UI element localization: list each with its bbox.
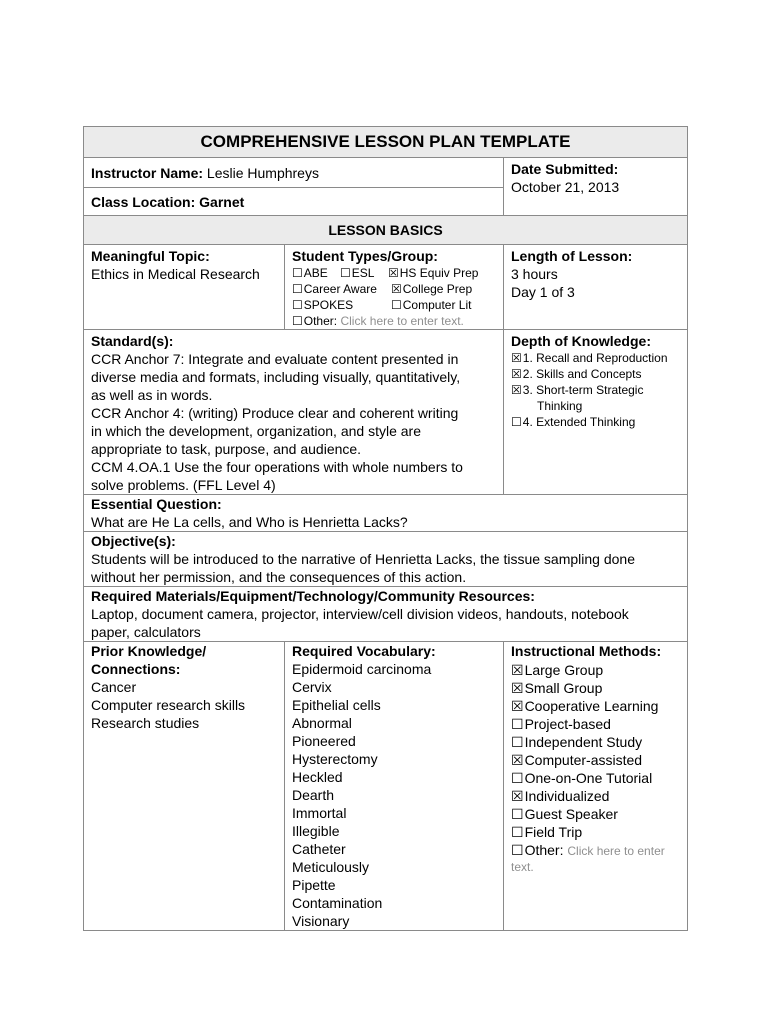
checkbox-icon: ☐: [292, 266, 303, 280]
method-large-group[interactable]: ☒Large Group: [511, 662, 604, 678]
other-placeholder-input[interactable]: Click here to enter: [567, 844, 665, 858]
checkbox-checked-icon: ☒: [511, 367, 522, 381]
checkbox-icon: ☐: [511, 842, 524, 858]
student-types-label: Student Types/Group:: [292, 248, 438, 264]
vocab-item: Epithelial cells: [292, 697, 381, 713]
checkbox-icon: ☐: [511, 716, 524, 732]
standards-label: Standard(s):: [91, 333, 174, 349]
checkbox-icon: ☐: [511, 734, 524, 750]
method-small-group[interactable]: ☒Small Group: [511, 680, 603, 696]
checkbox-checked-icon: ☒: [511, 698, 524, 714]
vocab-item: Meticulously: [292, 859, 370, 875]
meaningful-topic-cell: [84, 245, 285, 330]
standards-line: CCR Anchor 4: (writing) Produce clear and coherent writing: [91, 405, 459, 421]
method-cooperative[interactable]: ☒Cooperative Learning: [511, 698, 659, 714]
vocab-item: Illegible: [292, 823, 340, 839]
student-types-row-1: [292, 265, 497, 281]
methods-label: Instructional Methods:: [511, 643, 662, 659]
prior-item: Cancer: [91, 679, 137, 695]
checkbox-icon: ☐: [391, 298, 402, 312]
essential-value: What are He La cells, and Who is Henrietta Lacks?: [91, 514, 408, 530]
vocab-label: Required Vocabulary:: [292, 643, 436, 659]
student-types-cell: [285, 245, 504, 330]
lesson-basics-heading: LESSON BASICS: [84, 216, 688, 245]
prior-label: Prior Knowledge/: [91, 643, 207, 659]
student-types-row-3: [292, 297, 497, 313]
document-title: COMPREHENSIVE LESSON PLAN TEMPLATE: [84, 127, 688, 158]
standards-line: in which the development, organization, and style are: [91, 423, 421, 439]
student-type-college-prep[interactable]: ☒College Prep: [391, 282, 473, 296]
instructional-methods-cell: [504, 642, 688, 931]
checkbox-icon: ☐: [511, 824, 524, 840]
objectives-cell: [84, 532, 688, 587]
dok-item-4[interactable]: ☐4. Extended Thinking: [511, 415, 636, 429]
prior-item: Research studies: [91, 715, 200, 731]
date-submitted-cell: [504, 158, 688, 216]
vocab-item: Cervix: [292, 679, 332, 695]
materials-line: Laptop, document camera, projector, interview/cell division videos, handouts, notebook: [91, 606, 629, 622]
topic-value: Ethics in Medical Research: [91, 266, 260, 282]
checkbox-checked-icon: ☒: [511, 680, 524, 696]
location-value: Garnet: [199, 193, 245, 210]
student-type-other[interactable]: ☐Other: Click here to enter text.: [292, 314, 464, 328]
dok-label: Depth of Knowledge:: [511, 333, 651, 349]
checkbox-icon: ☐: [292, 298, 303, 312]
student-types-row-2: [292, 281, 497, 297]
checkbox-icon: ☐: [292, 314, 303, 328]
materials-label: Required Materials/Equipment/Technology/Community Resources:: [91, 588, 535, 604]
prior-label-2: Connections:: [91, 661, 181, 677]
essential-question-cell: [84, 495, 688, 532]
method-other[interactable]: ☐Other: Click here to enter: [511, 842, 665, 858]
other-placeholder-continued[interactable]: text.: [511, 860, 534, 874]
depth-of-knowledge-cell: [504, 330, 688, 495]
student-type-computer-lit[interactable]: ☐Computer Lit: [391, 298, 472, 312]
vocab-item: Dearth: [292, 787, 335, 803]
dok-item-1[interactable]: ☒1. Recall and Reproduction: [511, 351, 668, 365]
student-type-career-aware[interactable]: ☐Career Aware: [292, 282, 377, 296]
vocab-item: Pipette: [292, 877, 336, 893]
prior-knowledge-cell: [84, 642, 285, 931]
student-type-spokes[interactable]: ☐SPOKES: [292, 298, 354, 312]
objectives-line: without her permission, and the consequences of this action.: [91, 569, 467, 585]
materials-line: paper, calculators: [91, 624, 201, 640]
instructor-name-cell: [84, 158, 504, 188]
vocab-item: Heckled: [292, 769, 343, 785]
method-field-trip[interactable]: ☐Field Trip: [511, 824, 583, 840]
lesson-plan-table: [83, 126, 688, 931]
length-label: Length of Lesson:: [511, 248, 633, 264]
vocab-item: Visionary: [292, 913, 350, 929]
vocab-item: Epidermoid carcinoma: [292, 661, 432, 677]
materials-cell: [84, 587, 688, 642]
checkbox-icon: ☐: [292, 282, 303, 296]
essential-label: Essential Question:: [91, 496, 222, 512]
dok-item-3-continued: Thinking: [537, 399, 583, 413]
standards-line: CCM 4.OA.1 Use the four operations with whole numbers to: [91, 459, 463, 475]
checkbox-icon: ☐: [340, 266, 351, 280]
date-value: October 21, 2013: [511, 179, 620, 195]
topic-label: Meaningful Topic:: [91, 248, 210, 264]
objectives-label: Objective(s):: [91, 533, 176, 549]
other-placeholder-input[interactable]: Click here to enter text.: [340, 314, 464, 328]
checkbox-checked-icon: ☒: [388, 266, 399, 280]
location-label: Class Location:: [91, 193, 196, 210]
length-day: Day 1 of 3: [511, 284, 575, 300]
instructor-label: Instructor Name:: [91, 164, 204, 181]
vocab-item: Abnormal: [292, 715, 352, 731]
vocab-item: Contamination: [292, 895, 383, 911]
method-computer-assisted[interactable]: ☒Computer-assisted: [511, 752, 643, 768]
instructor-value: Leslie Humphreys: [206, 164, 319, 181]
method-one-on-one[interactable]: ☐One-on-One Tutorial: [511, 770, 653, 786]
standards-line: diverse media and formats, including visually, quantitatively,: [91, 369, 461, 385]
length-hours: 3 hours: [511, 266, 558, 282]
checkbox-checked-icon: ☒: [511, 752, 524, 768]
method-guest-speaker[interactable]: ☐Guest Speaker: [511, 806, 618, 822]
method-project-based[interactable]: ☐Project-based: [511, 716, 611, 732]
standards-line: appropriate to task, purpose, and audience.: [91, 441, 362, 457]
date-label: Date Submitted:: [511, 161, 619, 177]
vocab-item: Hysterectomy: [292, 751, 378, 767]
checkbox-checked-icon: ☒: [511, 788, 524, 804]
dok-item-3[interactable]: ☒3. Short-term Strategic: [511, 383, 644, 397]
class-location-cell: [84, 188, 504, 216]
vocab-item: Immortal: [292, 805, 347, 821]
vocab-item: Catheter: [292, 841, 346, 857]
vocab-item: Pioneered: [292, 733, 356, 749]
checkbox-checked-icon: ☒: [511, 383, 522, 397]
checkbox-checked-icon: ☒: [511, 662, 524, 678]
checkbox-icon: ☐: [511, 806, 524, 822]
checkbox-checked-icon: ☒: [391, 282, 402, 296]
prior-item: Computer research skills: [91, 697, 246, 713]
method-individualized[interactable]: ☒Individualized: [511, 788, 610, 804]
lesson-plan-document: [83, 126, 687, 931]
objectives-line: Students will be introduced to the narrative of Henrietta Lacks, the tissue sampling done: [91, 551, 635, 567]
dok-item-2[interactable]: ☒2. Skills and Concepts: [511, 367, 642, 381]
standards-line: CCR Anchor 7: Integrate and evaluate content presented in: [91, 351, 459, 367]
method-independent-study[interactable]: ☐Independent Study: [511, 734, 643, 750]
standards-line: solve problems. (FFL Level 4): [91, 477, 276, 493]
student-type-hs-equiv[interactable]: ☒HS Equiv Prep: [388, 266, 479, 280]
length-of-lesson-cell: [504, 245, 688, 330]
checkbox-icon: ☐: [511, 770, 524, 786]
student-type-abe[interactable]: ☐ABE: [292, 266, 328, 280]
student-type-esl[interactable]: ☐ESL: [340, 266, 375, 280]
standards-cell: [84, 330, 504, 495]
vocabulary-cell: [285, 642, 504, 931]
checkbox-icon: ☐: [511, 415, 522, 429]
standards-line: as well as in words.: [91, 387, 213, 403]
checkbox-checked-icon: ☒: [511, 351, 522, 365]
